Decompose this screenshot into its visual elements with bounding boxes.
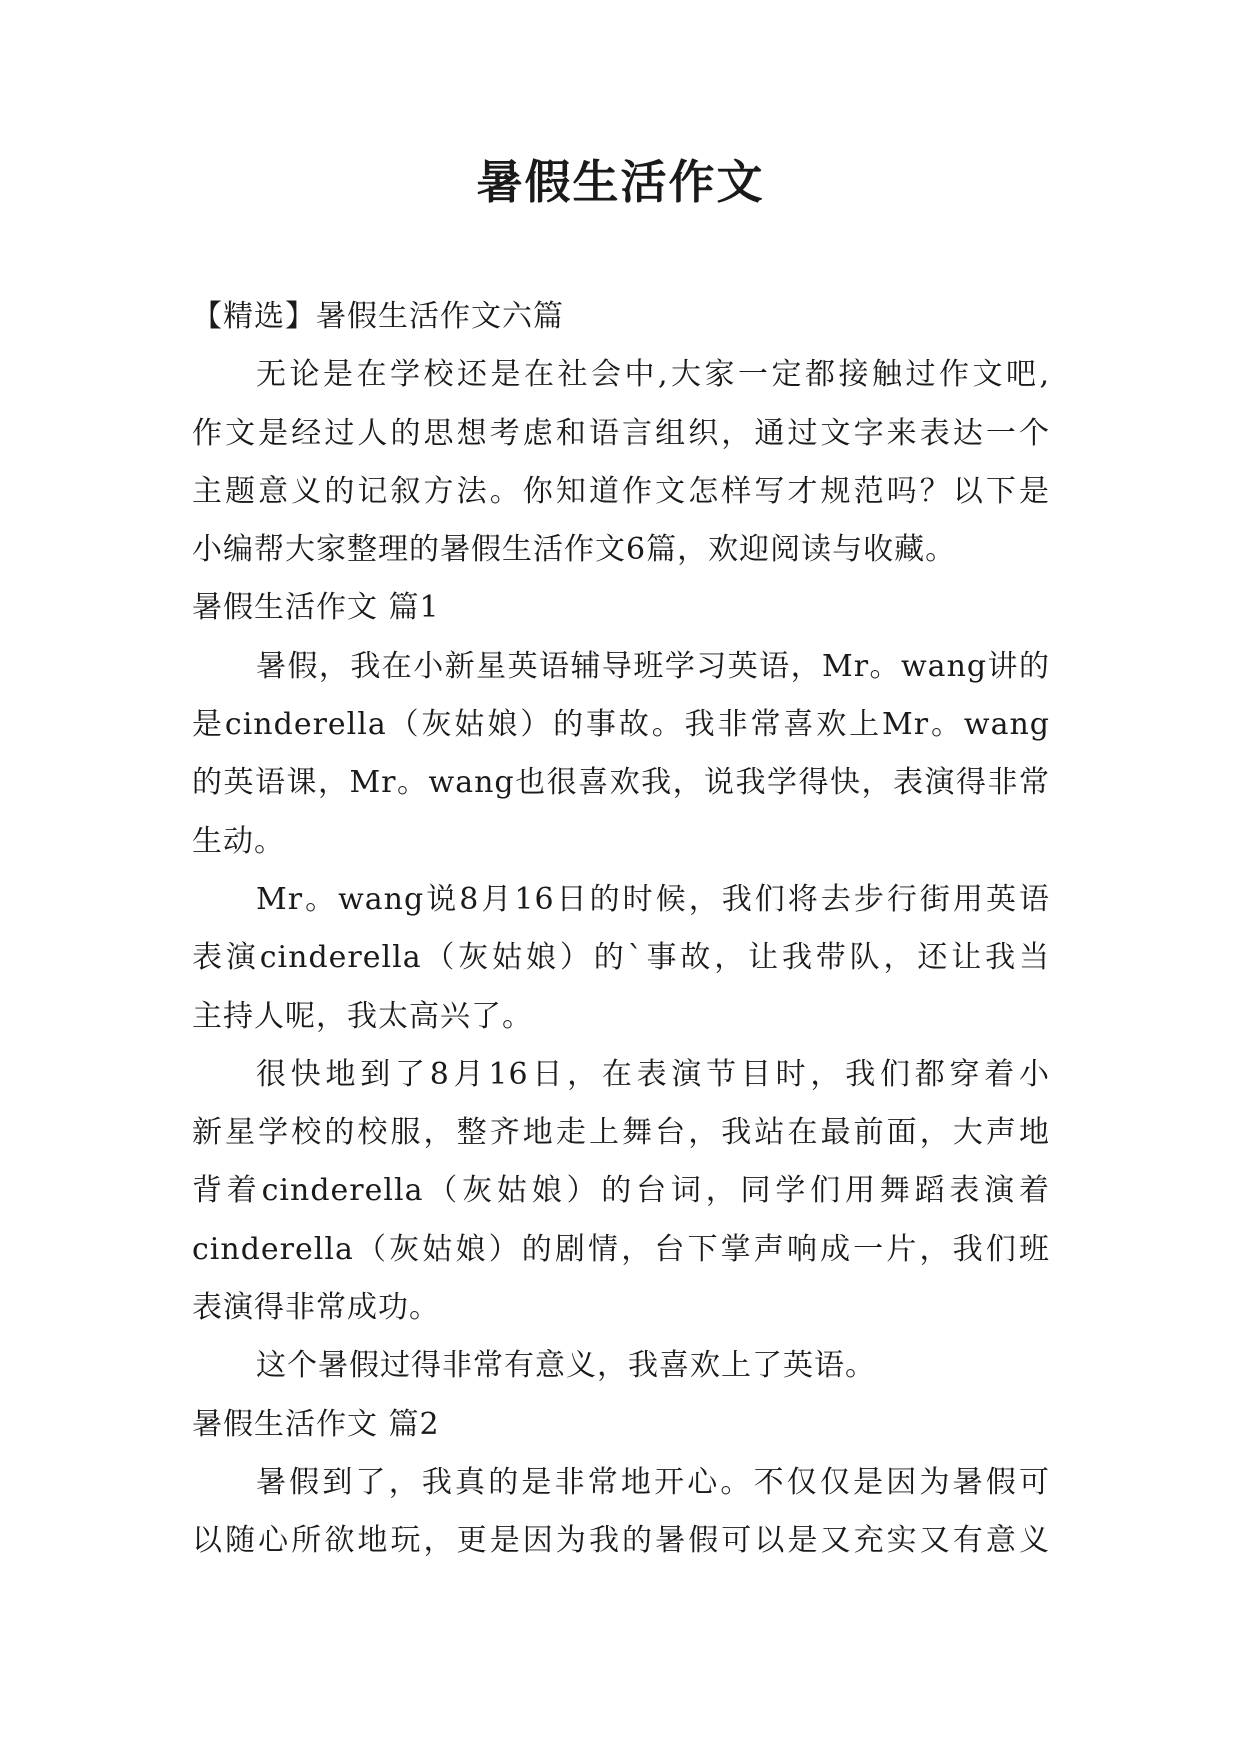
section2-paragraph-1 [192,1454,1050,1571]
section1-paragraph-1 [192,638,1050,871]
paragraph-line: 新星学校的校服，整齐地走上舞台，我站在最前面，大声地 [192,1115,1050,1151]
document-subtitle: 【精选】暑假生活作文六篇 [192,299,564,334]
paragraph-line: 这个暑假过得非常有意义，我喜欢上了英语。 [256,1348,876,1384]
paragraph-line: 背着cinderella（灰姑娘）的台词，同学们用舞蹈表演着 [192,1173,1050,1209]
paragraph-line: 作文是经过人的思想考虑和语言组织，通过文字来表达一个 [192,415,1050,451]
paragraph-line: 以随心所欲地玩，更是因为我的暑假可以是又充实又有意义 [192,1523,1050,1559]
paragraph-line: 主题意义的记叙方法。你知道作文怎样写才规范吗？以下是 [192,473,1050,509]
paragraph-line: 是cinderella（灰姑娘）的事故。我非常喜欢上Mr。wang [192,707,1050,743]
paragraph-line: 的英语课，Mr。wang也很喜欢我，说我学得快，表演得非常 [192,765,1050,801]
section-heading-2: 暑假生活作文 篇2 [192,1406,440,1442]
section1-paragraph-4 [192,1337,1050,1395]
intro-paragraph [192,346,1050,579]
section-heading-1: 暑假生活作文 篇1 [192,590,440,626]
paragraph-line: 小编帮大家整理的暑假生活作文6篇，欢迎阅读与收藏。 [192,532,957,568]
paragraph-line: 表演得非常成功。 [192,1290,440,1326]
document-title: 暑假生活作文 [476,155,765,209]
document-body [192,288,1050,1571]
paragraph-line: 表演cinderella（灰姑娘）的`事故，让我带队，还让我当 [192,940,1050,976]
paragraph-line: 暑假到了，我真的是非常地开心。不仅仅是因为暑假可 [256,1464,1050,1500]
paragraph-line: Mr。wang说8月16日的时候，我们将去步行街用英语 [256,881,1050,917]
paragraph-line: 主持人呢，我太高兴了。 [192,998,533,1034]
paragraph-line: 很快地到了8月16日，在表演节目时，我们都穿着小 [256,1056,1050,1092]
section1-paragraph-3 [192,1046,1050,1337]
paragraph-line: 生动。 [192,823,285,859]
paragraph-line: 无论是在学校还是在社会中,大家一定都接触过作文吧, [256,357,1050,393]
section1-paragraph-2 [192,871,1050,1046]
paragraph-line: 暑假，我在小新星英语辅导班学习英语，Mr。wang讲的 [256,648,1050,684]
paragraph-line: cinderella（灰姑娘）的剧情，台下掌声响成一片，我们班 [192,1231,1050,1267]
